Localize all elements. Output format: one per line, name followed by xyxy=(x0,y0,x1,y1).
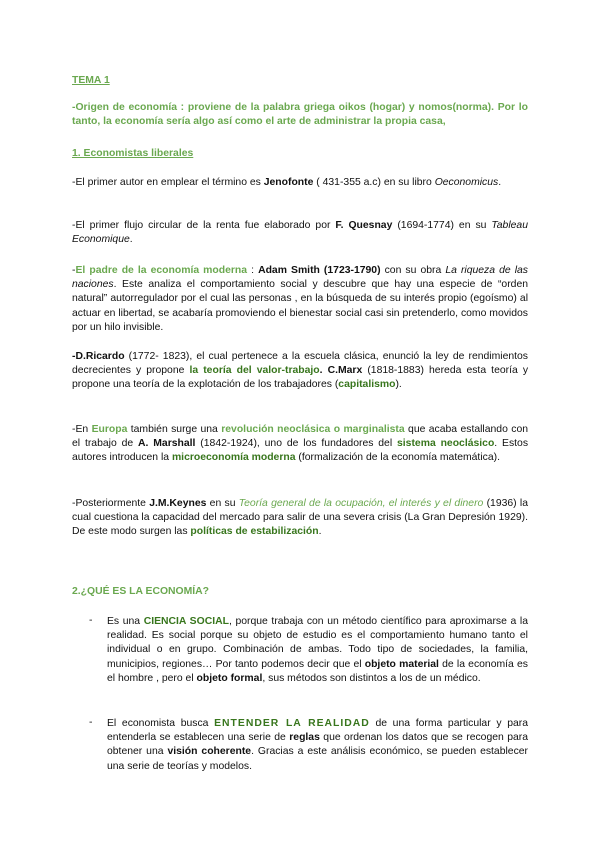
paragraph-jenofonte: -El primer autor en emplear el término es Jenofonte ( 431-355 a.c) en su libro Oeconomicus. xyxy=(72,177,502,188)
bullet-marker-2: - xyxy=(89,717,93,728)
paragraph-keynes: -Posteriormente J.M.Keynes en su Teoría general de la ocupación, el interés y el dinero (1936) la cual cuestiona la capacidad del mercado para salir de una severa crisis (La Gran Depresión 1929). De este modo surgen las políticas de estabilización. xyxy=(72,498,528,538)
bullet-entender-realidad: El economista busca ENTENDER LA REALIDAD de una forma particular y para entenderla se establecen una serie de reglas que ordenan los datos que se recogen para obtener una visión coherente. Gracias a este análisis económico, se pueden establecer una serie de teorías y modelos. xyxy=(107,718,529,772)
tema-label: TEMA 1 xyxy=(72,75,110,86)
paragraph-adam-smith: -El padre de la economía moderna : Adam Smith (1723-1790) con su obra La riqueza de las naciones. Este analiza el comportamiento social y descubre que hay una especie de “orden natural” autorregulador por el cual las personas , en la búsqueda de su interés propio (egoísmo) al actuar en libertad, se acabaría promoviendo el bienestar social casi sin pretenderlo, como movidos por un hilo invisible. xyxy=(72,265,528,333)
intro-paragraph: -Origen de economía : proviene de la palabra griega oikos (hogar) y nomos(norma). Por lo tanto, la economía sería algo así como el arte de administrar la propia casa, xyxy=(72,102,528,128)
section-2-heading: 2.¿QUÉ ES LA ECONOMÍA? xyxy=(72,586,210,597)
paragraph-ricardo-marx: -D.Ricardo (1772- 1823), el cual pertenece a la escuela clásica, enunció la ley de rendimientos decrecientes y propone la teoría del valor-trabajo. C.Marx (1818-1883) hereda esta teoría y propone una teoría de la explotación de los trabajadores (capitalismo). xyxy=(72,351,529,391)
paragraph-neoclasica: -En Europa también surge una revolución neoclásica o marginalista que acaba estallando con el trabajo de A. Marshall (1842-1924), uno de los fundadores del sistema neoclásico. Estos autores introducen la microeconomía moderna (formalización de la economía matemática). xyxy=(72,424,529,464)
paragraph-quesnay: -El primer flujo circular de la renta fue elaborado por F. Quesnay (1694-1774) en su Tableau Economique. xyxy=(72,220,528,246)
bullet-marker-1: - xyxy=(89,615,93,626)
bullet-ciencia-social: Es una CIENCIA SOCIAL, porque trabaja con un método científico para aproximarse a la realidad. Es social porque su objeto de estudio es el comportamiento humano tanto el individual o en grupo. Combinación de ambas. Todo tipo de sociedades, la familia, municipios, regiones… Por tanto podemos decir que el objeto material de la economía es el hombre , pero el objeto formal, sus métodos son distintos a los de un médico. xyxy=(107,616,528,684)
topic-title xyxy=(72,74,528,88)
section-1-heading: 1. Economistas liberales xyxy=(72,148,194,159)
